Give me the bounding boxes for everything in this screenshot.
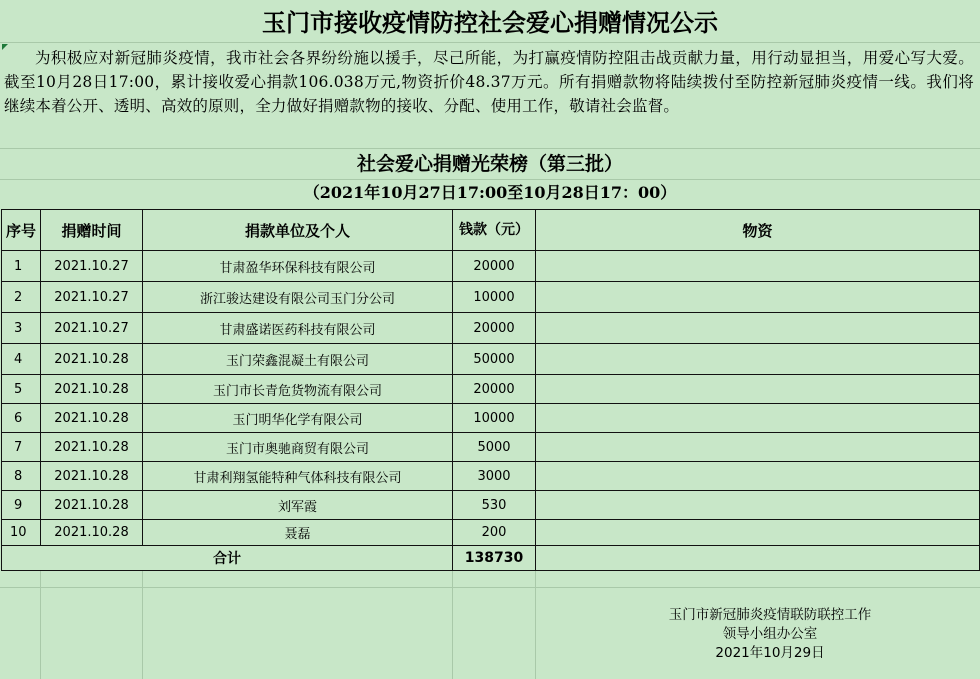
sheet-gridline bbox=[535, 570, 536, 679]
table-row bbox=[2, 491, 980, 520]
cell-donor: 玉门荣鑫混凝土有限公司 bbox=[143, 344, 453, 375]
cell-index: 7 bbox=[2, 433, 41, 462]
cell-goods bbox=[536, 520, 980, 546]
cell-date: 2021.10.28 bbox=[41, 491, 143, 520]
honor-list-subtitle: 社会爱心捐赠光荣榜（第三批） bbox=[356, 153, 623, 175]
cell-goods bbox=[536, 344, 980, 375]
cell-goods bbox=[536, 282, 980, 313]
sheet-gridline bbox=[0, 42, 980, 43]
table-row bbox=[2, 520, 980, 546]
cell-money: 20000 bbox=[453, 251, 536, 282]
cell-date: 2021.10.27 bbox=[41, 282, 143, 313]
cell-donor: 浙江骏达建设有限公司玉门分公司 bbox=[143, 282, 453, 313]
cell-goods bbox=[536, 313, 980, 344]
cell-index: 5 bbox=[2, 375, 41, 404]
cell-index: 3 bbox=[2, 313, 41, 344]
cell-goods bbox=[536, 251, 980, 282]
table-row bbox=[2, 404, 980, 433]
cell-money: 50000 bbox=[453, 344, 536, 375]
cell-index: 9 bbox=[2, 491, 41, 520]
cell-money: 10000 bbox=[453, 404, 536, 433]
table-row bbox=[2, 433, 980, 462]
cell-money: 3000 bbox=[453, 462, 536, 491]
sheet-gridline bbox=[142, 570, 143, 679]
cell-goods bbox=[536, 404, 980, 433]
cell-index: 6 bbox=[2, 404, 41, 433]
table-header-row bbox=[2, 210, 980, 251]
cell-donor: 玉门市长青危货物流有限公司 bbox=[143, 375, 453, 404]
cell-date: 2021.10.28 bbox=[41, 462, 143, 491]
cell-donor: 甘肃利翔氢能特种气体科技有限公司 bbox=[143, 462, 453, 491]
cell-index: 1 bbox=[2, 251, 41, 282]
issuer-line-2: 领导小组办公室 bbox=[722, 626, 818, 642]
cell-date: 2021.10.28 bbox=[41, 375, 143, 404]
total-row bbox=[2, 546, 980, 571]
cell-goods bbox=[536, 462, 980, 491]
cell-money: 5000 bbox=[453, 433, 536, 462]
header-date: 捐赠时间 bbox=[41, 210, 143, 251]
table-row bbox=[2, 251, 980, 282]
period-range: （2021年10月27日17:00至10月28日17：00） bbox=[303, 183, 677, 202]
header-money: 钱款（元） bbox=[453, 210, 536, 251]
issue-date: 2021年10月29日 bbox=[715, 645, 825, 661]
cell-donor: 玉门明华化学有限公司 bbox=[143, 404, 453, 433]
cell-money: 10000 bbox=[453, 282, 536, 313]
cell-index: 10 bbox=[2, 520, 41, 546]
total-money: 138730 bbox=[453, 546, 536, 571]
table-row bbox=[2, 282, 980, 313]
cell-money: 20000 bbox=[453, 375, 536, 404]
cell-goods bbox=[536, 433, 980, 462]
cell-donor: 聂磊 bbox=[143, 520, 453, 546]
cell-goods bbox=[536, 491, 980, 520]
cell-donor: 甘肃盛诺医药科技有限公司 bbox=[143, 313, 453, 344]
sheet-gridline bbox=[0, 587, 980, 588]
cell-index: 8 bbox=[2, 462, 41, 491]
cell-donor: 甘肃盈华环保科技有限公司 bbox=[143, 251, 453, 282]
cell-date: 2021.10.28 bbox=[41, 433, 143, 462]
issuer-footer bbox=[620, 606, 920, 663]
sheet-gridline bbox=[0, 148, 980, 149]
header-goods: 物资 bbox=[536, 210, 980, 251]
intro-paragraph: 为积极应对新冠肺炎疫情，我市社会各界纷纷施以援手，尽己所能，为打赢疫情防控阻击战贡献力量，用行动显担当，用爱心写大爱。截至10月28日17:00，累计接收爱心捐款106.038万元,物资折价48.37万元。所有捐赠款物将陆续拨付至防控新冠肺炎疫情一线。我们将继续本着公开、透明、高效的原则，全力做好捐赠款物的接收、分配、使用工作，敬请社会监督。 bbox=[4, 49, 974, 115]
table-row bbox=[2, 344, 980, 375]
cell-money: 200 bbox=[453, 520, 536, 546]
issuer-line-1: 玉门市新冠肺炎疫情联防联控工作 bbox=[668, 607, 872, 623]
cell-date: 2021.10.27 bbox=[41, 251, 143, 282]
cell-date: 2021.10.28 bbox=[41, 520, 143, 546]
table-row bbox=[2, 313, 980, 344]
donation-table bbox=[1, 209, 980, 571]
header-index: 序号 bbox=[2, 210, 41, 251]
cell-goods bbox=[536, 375, 980, 404]
cell-index: 4 bbox=[2, 344, 41, 375]
cell-money: 530 bbox=[453, 491, 536, 520]
sheet-gridline bbox=[0, 179, 980, 180]
sheet-gridline bbox=[40, 570, 41, 679]
cell-date: 2021.10.28 bbox=[41, 344, 143, 375]
total-label: 合计 bbox=[2, 546, 453, 571]
cell-date: 2021.10.27 bbox=[41, 313, 143, 344]
total-goods bbox=[536, 546, 980, 571]
cell-donor: 玉门市奥驰商贸有限公司 bbox=[143, 433, 453, 462]
sheet-gridline bbox=[452, 570, 453, 679]
header-donor: 捐款单位及个人 bbox=[143, 210, 453, 251]
cell-index: 2 bbox=[2, 282, 41, 313]
table-row bbox=[2, 462, 980, 491]
table-row bbox=[2, 375, 980, 404]
cell-money: 20000 bbox=[453, 313, 536, 344]
cell-date: 2021.10.28 bbox=[41, 404, 143, 433]
page-title: 玉门市接收疫情防控社会爱心捐赠情况公示 bbox=[262, 8, 718, 37]
cell-donor: 刘军霞 bbox=[143, 491, 453, 520]
